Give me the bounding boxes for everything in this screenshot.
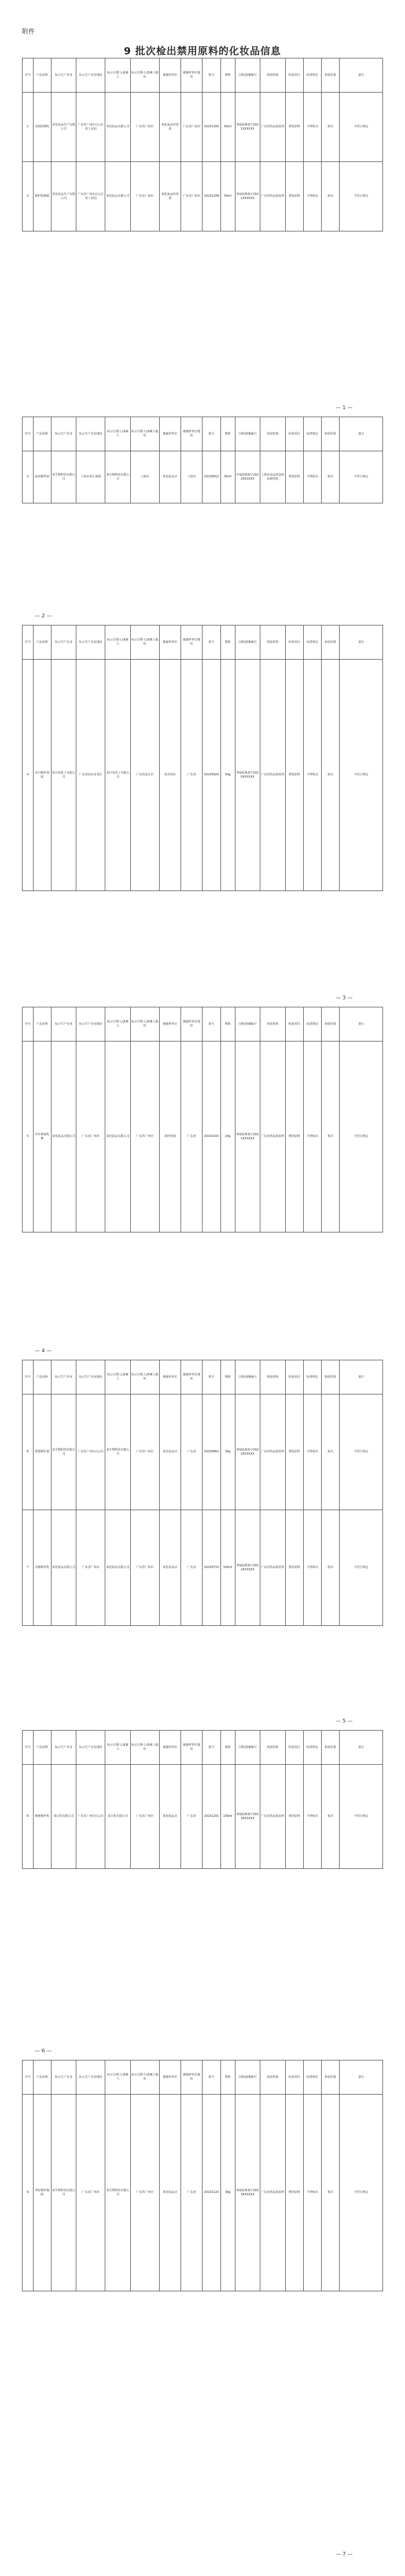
column-header: 标示生产企业 xyxy=(51,1731,76,1765)
column-header: 产品名称 xyxy=(33,1007,51,1042)
column-header: 被抽样单位地址 xyxy=(181,1007,203,1042)
table-cell: 广东省汕头市 xyxy=(130,660,159,891)
table-cell: 2 xyxy=(23,162,34,231)
column-header: 批号 xyxy=(203,1731,220,1765)
column-header: 标准规定 xyxy=(303,2060,321,2095)
table-cell: 某化妆品生产有限公司 xyxy=(51,93,76,162)
table-cell: 广东省广州市 xyxy=(181,162,203,231)
table-cell: 不得检出 xyxy=(303,93,321,162)
column-header: 标示注册人/备案人 xyxy=(105,58,131,93)
column-header: 标准规定 xyxy=(303,58,321,93)
table-row xyxy=(23,1510,383,1626)
table-header-row xyxy=(23,1731,383,1765)
table-cell: 检出 xyxy=(322,1394,340,1510)
table-cell: 广东省广州市 xyxy=(130,2095,159,2291)
table-cell: 亮颜精华乳 xyxy=(33,1510,51,1626)
product-table xyxy=(22,1730,383,1869)
table-cell: 禁用原料 xyxy=(285,451,303,503)
column-header: 序号 xyxy=(23,625,34,660)
table-cell: 粤G妆网备字2023XXXXXX xyxy=(235,1765,260,1869)
table-cell: 某日化有限公司 xyxy=(105,1765,131,1869)
column-header: 规格 xyxy=(220,417,235,451)
column-header: 标示生产企业地址 xyxy=(76,1007,105,1042)
table-cell: 广东省广州市 xyxy=(76,2095,105,2291)
table-cell: 不得检出 xyxy=(303,162,321,231)
column-header: 产品名称 xyxy=(33,625,51,660)
table-cell: 检出 xyxy=(322,93,340,162)
page-number: — 6 — xyxy=(35,2048,52,2054)
column-header: 检验项目 xyxy=(285,1731,303,1765)
table-cell: 广东省药品检验所 xyxy=(260,1042,286,1232)
table-cell: 4 xyxy=(23,660,34,891)
column-header: 标示注册人/备案人 xyxy=(105,1360,131,1394)
table-row xyxy=(23,660,383,891)
column-header: 规格 xyxy=(220,625,235,660)
table-cell: 某日用化工有限公司 xyxy=(51,660,76,891)
table-page xyxy=(22,625,383,891)
column-header: 标准规定 xyxy=(303,1731,321,1765)
column-header: 标示注册人/备案人 xyxy=(105,625,131,660)
product-table xyxy=(22,58,383,231)
table-cell: 不得检出 xyxy=(303,1510,321,1626)
table-cell: 上海市食品药品检验研究院 xyxy=(260,451,286,503)
column-header: 注册/备案编号 xyxy=(235,2060,260,2095)
column-header: 产品名称 xyxy=(33,2060,51,2095)
column-header: 备注 xyxy=(340,1360,383,1394)
table-cell: 20230920 xyxy=(203,660,220,891)
column-header: 检验项目 xyxy=(285,1007,303,1042)
table-cell: 广东省广州市 xyxy=(130,1765,159,1869)
column-header: 标示注册人/备案人地址 xyxy=(130,58,159,93)
column-header: 被抽样单位地址 xyxy=(181,417,203,451)
table-cell: 不符合规定 xyxy=(340,1765,383,1869)
table-cell: 某化妆品经营部 xyxy=(159,93,181,162)
column-header: 注册/备案编号 xyxy=(235,1360,260,1394)
table-cell: 舒缓修护霜 xyxy=(33,1394,51,1510)
table-page xyxy=(22,1007,383,1232)
column-header: 检验结果 xyxy=(322,417,340,451)
table-cell: 某化妆品经营部 xyxy=(159,162,181,231)
column-header: 检验机构 xyxy=(260,1007,286,1042)
column-header: 标示生产企业 xyxy=(51,625,76,660)
column-header: 标示生产企业地址 xyxy=(76,58,105,93)
table-cell: 广东省药品检验所 xyxy=(260,1394,286,1510)
column-header: 规格 xyxy=(220,58,235,93)
table-row xyxy=(23,93,383,162)
table-cell: 粤G妆网备字2021XXXXXX xyxy=(235,1042,260,1232)
table-cell: 8 xyxy=(23,1765,34,1869)
table-cell: 某生物科技有限公司 xyxy=(51,1394,76,1510)
column-header: 批号 xyxy=(203,417,220,451)
column-header: 注册/备案编号 xyxy=(235,58,260,93)
table-cell: 检出 xyxy=(322,451,340,503)
column-header: 标示注册人/备案人地址 xyxy=(130,417,159,451)
table-cell: 广东省 xyxy=(181,1765,203,1869)
column-header: 标示生产企业地址 xyxy=(76,1731,105,1765)
column-header: 被抽样单位地址 xyxy=(181,625,203,660)
table-header-row xyxy=(23,2060,383,2095)
table-cell: 广东省广州市 xyxy=(130,1510,159,1626)
column-header: 检验项目 xyxy=(285,1360,303,1394)
table-row xyxy=(23,2095,383,2291)
table-cell: 禁用原料 xyxy=(285,660,303,891)
table-cell: 禁用原料 xyxy=(285,93,303,162)
column-header: 检验机构 xyxy=(260,58,286,93)
table-cell: 某化妆品店 xyxy=(159,1765,181,1869)
column-header: 序号 xyxy=(23,2060,34,2095)
table-header-row xyxy=(23,1007,383,1042)
table-cell: 某化妆品有限公司 xyxy=(105,1510,131,1626)
doc-label: 附件 xyxy=(22,28,35,35)
table-cell: 不得检出 xyxy=(303,2095,321,2291)
column-header: 被抽样单位 xyxy=(159,1360,181,1394)
table-cell: 广东省 xyxy=(181,1394,203,1510)
table-cell: 不符合规定 xyxy=(340,451,383,503)
table-cell: 某化妆品生产有限公司 xyxy=(51,162,76,231)
table-header-row xyxy=(23,625,383,660)
column-header: 被抽样单位地址 xyxy=(181,1360,203,1394)
table-header-row xyxy=(23,1360,383,1394)
column-header: 注册/备案编号 xyxy=(235,1731,260,1765)
table-cell: 广东省广州市 xyxy=(130,1394,159,1510)
column-header: 被抽样单位 xyxy=(159,625,181,660)
table-cell: 某生物科技有限公司 xyxy=(51,451,76,503)
column-header: 序号 xyxy=(23,1731,34,1765)
table-cell: 广东省广州市 xyxy=(181,93,203,162)
table-page xyxy=(22,1730,383,1869)
column-header: 标示注册人/备案人地址 xyxy=(130,1007,159,1042)
table-cell: 广东省广州市白云区某工业园 xyxy=(76,93,105,162)
column-header: 标示生产企业 xyxy=(51,1007,76,1042)
table-cell: 某化妆品店 xyxy=(159,2095,181,2291)
table-cell: 广东省广州市 xyxy=(130,162,159,231)
column-header: 检验项目 xyxy=(285,417,303,451)
table-cell: 不得检出 xyxy=(303,1394,321,1510)
column-header: 标示注册人/备案人地址 xyxy=(130,1360,159,1394)
column-header: 产品名称 xyxy=(33,1360,51,1394)
table-cell: 亮肤防晒乳 xyxy=(33,93,51,162)
table-cell: 粤G妆网备字2021XXXXXX xyxy=(235,162,260,231)
table-cell: 广东省药品检验所 xyxy=(260,93,286,162)
column-header: 产品名称 xyxy=(33,1731,51,1765)
column-header: 被抽样单位 xyxy=(159,417,181,451)
column-header: 标示生产企业地址 xyxy=(76,417,105,451)
table-cell: 美白修护面霜 xyxy=(33,660,51,891)
column-header: 序号 xyxy=(23,58,34,93)
column-header: 检验项目 xyxy=(285,2060,303,2095)
table-page xyxy=(22,417,383,503)
table-row xyxy=(23,451,383,503)
column-header: 备注 xyxy=(340,1007,383,1042)
table-cell: 检出 xyxy=(322,660,340,891)
table-cell: 禁用原料 xyxy=(285,1042,303,1232)
column-header: 批号 xyxy=(203,2060,220,2095)
table-cell: 粤G妆网备字2020XXXXXX xyxy=(235,660,260,891)
table-cell: 祛痘精华液 xyxy=(33,451,51,503)
table-page xyxy=(22,58,383,231)
table-cell: 20230802 xyxy=(203,1394,220,1510)
table-cell: 30g xyxy=(220,1394,235,1510)
table-cell: 某化妆品店 xyxy=(159,451,181,503)
column-header: 检验结果 xyxy=(322,1360,340,1394)
table-cell: 上海市 xyxy=(181,451,203,503)
column-header: 备注 xyxy=(340,2060,383,2095)
table-cell: 30ml xyxy=(220,451,235,503)
column-header: 检验结果 xyxy=(322,58,340,93)
page-number: — 2 — xyxy=(35,613,52,619)
column-header: 产品名称 xyxy=(33,417,51,451)
column-header: 标示注册人/备案人 xyxy=(105,417,131,451)
column-header: 标示注册人/备案人地址 xyxy=(130,625,159,660)
product-table xyxy=(22,1007,383,1232)
table-cell: 焕颜修护乳 xyxy=(33,1765,51,1869)
column-header: 规格 xyxy=(220,1007,235,1042)
column-header: 检验机构 xyxy=(260,417,286,451)
table-row xyxy=(23,162,383,231)
table-cell: 检出 xyxy=(322,2095,340,2291)
table-cell: 禁用原料 xyxy=(285,2095,303,2291)
table-cell: 禁用原料 xyxy=(285,1765,303,1869)
table-cell: 广东省 xyxy=(181,2095,203,2291)
table-cell: 广东省广州市 xyxy=(76,1510,105,1626)
table-cell: 广东省 xyxy=(181,1042,203,1232)
table-cell: 1 xyxy=(23,93,34,162)
table-cell: 广东省药品检验所 xyxy=(260,162,286,231)
table-cell: 广东省药品检验所 xyxy=(260,1765,286,1869)
column-header: 规格 xyxy=(220,1731,235,1765)
column-header: 检验机构 xyxy=(260,625,286,660)
column-header: 批号 xyxy=(203,625,220,660)
column-header: 检验项目 xyxy=(285,625,303,660)
table-cell: 不得检出 xyxy=(303,1042,321,1232)
table-row xyxy=(23,1765,383,1869)
table-cell: 某生物科技有限公司 xyxy=(105,2095,131,2291)
table-cell: 广东省广州市 xyxy=(130,1042,159,1232)
page-number: — 3 — xyxy=(336,995,353,1001)
column-header: 检验结果 xyxy=(322,2060,340,2095)
table-page xyxy=(22,2060,383,2291)
column-header: 序号 xyxy=(23,1360,34,1394)
table-cell: 某化妆品店 xyxy=(159,1510,181,1626)
table-cell: 不得检出 xyxy=(303,451,321,503)
column-header: 产品名称 xyxy=(33,58,51,93)
column-header: 被抽样单位 xyxy=(159,2060,181,2095)
table-cell: 不符合规定 xyxy=(340,1042,383,1232)
column-header: 标示生产企业 xyxy=(51,417,76,451)
column-header: 标示生产企业地址 xyxy=(76,1360,105,1394)
table-cell: 某生物科技有限公司 xyxy=(105,451,131,503)
table-cell: 20231015 xyxy=(203,1042,220,1232)
column-header: 标示注册人/备案人 xyxy=(105,1731,131,1765)
table-cell: 某日化有限公司 xyxy=(51,1765,76,1869)
table-cell: 9 xyxy=(23,2095,34,2291)
column-header: 检验结果 xyxy=(322,625,340,660)
table-cell: 不符合规定 xyxy=(340,1510,383,1626)
table-cell: 广东省 xyxy=(181,660,203,891)
page-number: — 4 — xyxy=(35,1348,52,1354)
column-header: 被抽样单位 xyxy=(159,1007,181,1042)
table-cell: 不得检出 xyxy=(303,660,321,891)
column-header: 标示注册人/备案人 xyxy=(105,2060,131,2095)
table-cell: 广东省广州市 xyxy=(76,1042,105,1232)
table-cell: 某美容店 xyxy=(159,660,181,891)
table-cell: 50g xyxy=(220,660,235,891)
table-cell: 某日用化工有限公司 xyxy=(105,660,131,891)
column-header: 被抽样单位 xyxy=(159,1731,181,1765)
column-header: 标示生产企业地址 xyxy=(76,625,105,660)
table-cell: 不符合规定 xyxy=(340,1394,383,1510)
table-cell: 广东省药品检验所 xyxy=(260,1510,286,1626)
table-cell: 检出 xyxy=(322,1510,340,1626)
column-header: 被抽样单位地址 xyxy=(181,58,203,93)
table-cell: 某化妆品有限公司 xyxy=(105,162,131,231)
table-page xyxy=(22,1360,383,1626)
table-header-row xyxy=(23,58,383,93)
column-header: 检验机构 xyxy=(260,2060,286,2095)
column-header: 标示生产企业 xyxy=(51,58,76,93)
table-cell: 不符合规定 xyxy=(340,162,383,231)
table-row xyxy=(23,1394,383,1510)
column-header: 序号 xyxy=(23,417,34,451)
table-cell: 广东省广州市白云区 xyxy=(76,1394,105,1510)
table-cell: 上海市 xyxy=(130,451,159,503)
table-cell: 某化妆品有限公司 xyxy=(105,1042,131,1232)
column-header: 标示生产企业 xyxy=(51,1360,76,1394)
table-cell: 检出 xyxy=(322,1765,340,1869)
column-header: 标准规定 xyxy=(303,1360,321,1394)
table-cell: 7 xyxy=(23,1510,34,1626)
table-cell: 6 xyxy=(23,1394,34,1510)
column-header: 标示生产企业地址 xyxy=(76,2060,105,2095)
column-header: 注册/备案编号 xyxy=(235,625,260,660)
table-cell: 广东省 xyxy=(181,1510,203,1626)
product-table xyxy=(22,1360,383,1626)
table-cell: 某生物科技有限公司 xyxy=(51,2095,76,2291)
table-cell: 检出 xyxy=(322,162,340,231)
table-cell: 某化妆品有限公司 xyxy=(105,93,131,162)
table-cell: 3 xyxy=(23,451,34,503)
column-header: 批号 xyxy=(203,1360,220,1394)
table-cell: 广东省药品检验所 xyxy=(260,660,286,891)
table-cell: 50ml xyxy=(220,162,235,231)
table-cell: 净痘修护凝胶 xyxy=(33,2095,51,2291)
column-header: 备注 xyxy=(340,58,383,93)
table-cell: 20231201 xyxy=(203,1765,220,1869)
product-table xyxy=(22,625,383,891)
table-cell: 某生物科技有限公司 xyxy=(105,1394,131,1510)
column-header: 检验机构 xyxy=(260,1731,286,1765)
column-header: 标准规定 xyxy=(303,625,321,660)
column-header: 备注 xyxy=(340,1731,383,1765)
column-header: 标准规定 xyxy=(303,417,321,451)
table-cell: 不得检出 xyxy=(303,1765,321,1869)
column-header: 检验结果 xyxy=(322,1731,340,1765)
table-cell: 粤G妆网备字2022XXXXXX xyxy=(235,1394,260,1510)
column-header: 标示注册人/备案人 xyxy=(105,1007,131,1042)
table-cell: 100ml xyxy=(220,1765,235,1869)
column-header: 标准规定 xyxy=(303,1007,321,1042)
table-cell: 粤G妆网备字2023XXXXXX xyxy=(235,2095,260,2291)
product-table xyxy=(22,417,383,503)
column-header: 注册/备案编号 xyxy=(235,1007,260,1042)
table-cell: 30g xyxy=(220,2095,235,2291)
doc-title: 9 批次检出禁用原料的化妆品信息 xyxy=(124,46,281,57)
table-cell: 50ml xyxy=(220,93,235,162)
table-cell: 20230612 xyxy=(203,451,220,503)
page-number: — 5 — xyxy=(336,1718,353,1724)
table-cell: 不符合规定 xyxy=(340,93,383,162)
table-cell: 粤G妆网备字2021XXXXXX xyxy=(235,93,260,162)
table-cell: 禁用原料 xyxy=(285,1394,303,1510)
product-table xyxy=(22,2060,383,2291)
column-header: 备注 xyxy=(340,625,383,660)
table-cell: 20g xyxy=(220,1042,235,1232)
table-cell: 不符合规定 xyxy=(340,2095,383,2291)
table-cell: 某经营部 xyxy=(159,1042,181,1232)
column-header: 被抽样单位 xyxy=(159,58,181,93)
table-cell: 100ml xyxy=(220,1510,235,1626)
column-header: 标示注册人/备案人地址 xyxy=(130,2060,159,2095)
table-row xyxy=(23,1042,383,1232)
table-header-row xyxy=(23,417,383,451)
table-cell: 不符合规定 xyxy=(340,660,383,891)
page-number: — 7 — xyxy=(336,2552,353,2557)
table-cell: 某化妆品有限公司 xyxy=(51,1510,76,1626)
table-cell: 广东省汕头市某区 xyxy=(76,660,105,891)
table-cell: 禁用原料 xyxy=(285,1510,303,1626)
column-header: 注册/备案编号 xyxy=(235,417,260,451)
table-cell: 某化妆品有限公司 xyxy=(51,1042,76,1232)
column-header: 批号 xyxy=(203,1007,220,1042)
table-cell: 禁用原料 xyxy=(285,162,303,231)
table-cell: 广东省广州市 xyxy=(130,93,159,162)
table-cell: 广东省广州市白云区某工业园 xyxy=(76,162,105,231)
table-cell: 20230715 xyxy=(203,1510,220,1626)
column-header: 标示生产企业 xyxy=(51,2060,76,2095)
column-header: 标示注册人/备案人地址 xyxy=(130,1731,159,1765)
column-header: 规格 xyxy=(220,2060,235,2095)
table-cell: 广东省广州市白云区 xyxy=(76,1765,105,1869)
column-header: 序号 xyxy=(23,1007,34,1042)
table-cell: 粤G妆网备字2022XXXXXX xyxy=(235,1510,260,1626)
table-cell: 某化妆品店 xyxy=(159,1394,181,1510)
table-cell: 草本抑菌乳膏 xyxy=(33,1042,51,1232)
column-header: 检验结果 xyxy=(322,1007,340,1042)
table-cell: 沪G妆网备字2022XXXXXX xyxy=(235,451,260,503)
table-cell: 修护防晒霜 xyxy=(33,162,51,231)
column-header: 被抽样单位地址 xyxy=(181,2060,203,2095)
table-cell: 上海市某区某路 xyxy=(76,451,105,503)
table-cell: 检出 xyxy=(322,1042,340,1232)
table-cell: 20231108 xyxy=(203,162,220,231)
column-header: 备注 xyxy=(340,417,383,451)
column-header: 被抽样单位地址 xyxy=(181,1731,203,1765)
column-header: 检验机构 xyxy=(260,1360,286,1394)
table-cell: 5 xyxy=(23,1042,34,1232)
table-cell: 20231120 xyxy=(203,2095,220,2291)
column-header: 检验项目 xyxy=(285,58,303,93)
column-header: 批号 xyxy=(203,58,220,93)
table-cell: 广东省药品检验所 xyxy=(260,2095,286,2291)
table-cell: 20231105 xyxy=(203,93,220,162)
page-number: — 1 — xyxy=(336,405,353,411)
column-header: 规格 xyxy=(220,1360,235,1394)
